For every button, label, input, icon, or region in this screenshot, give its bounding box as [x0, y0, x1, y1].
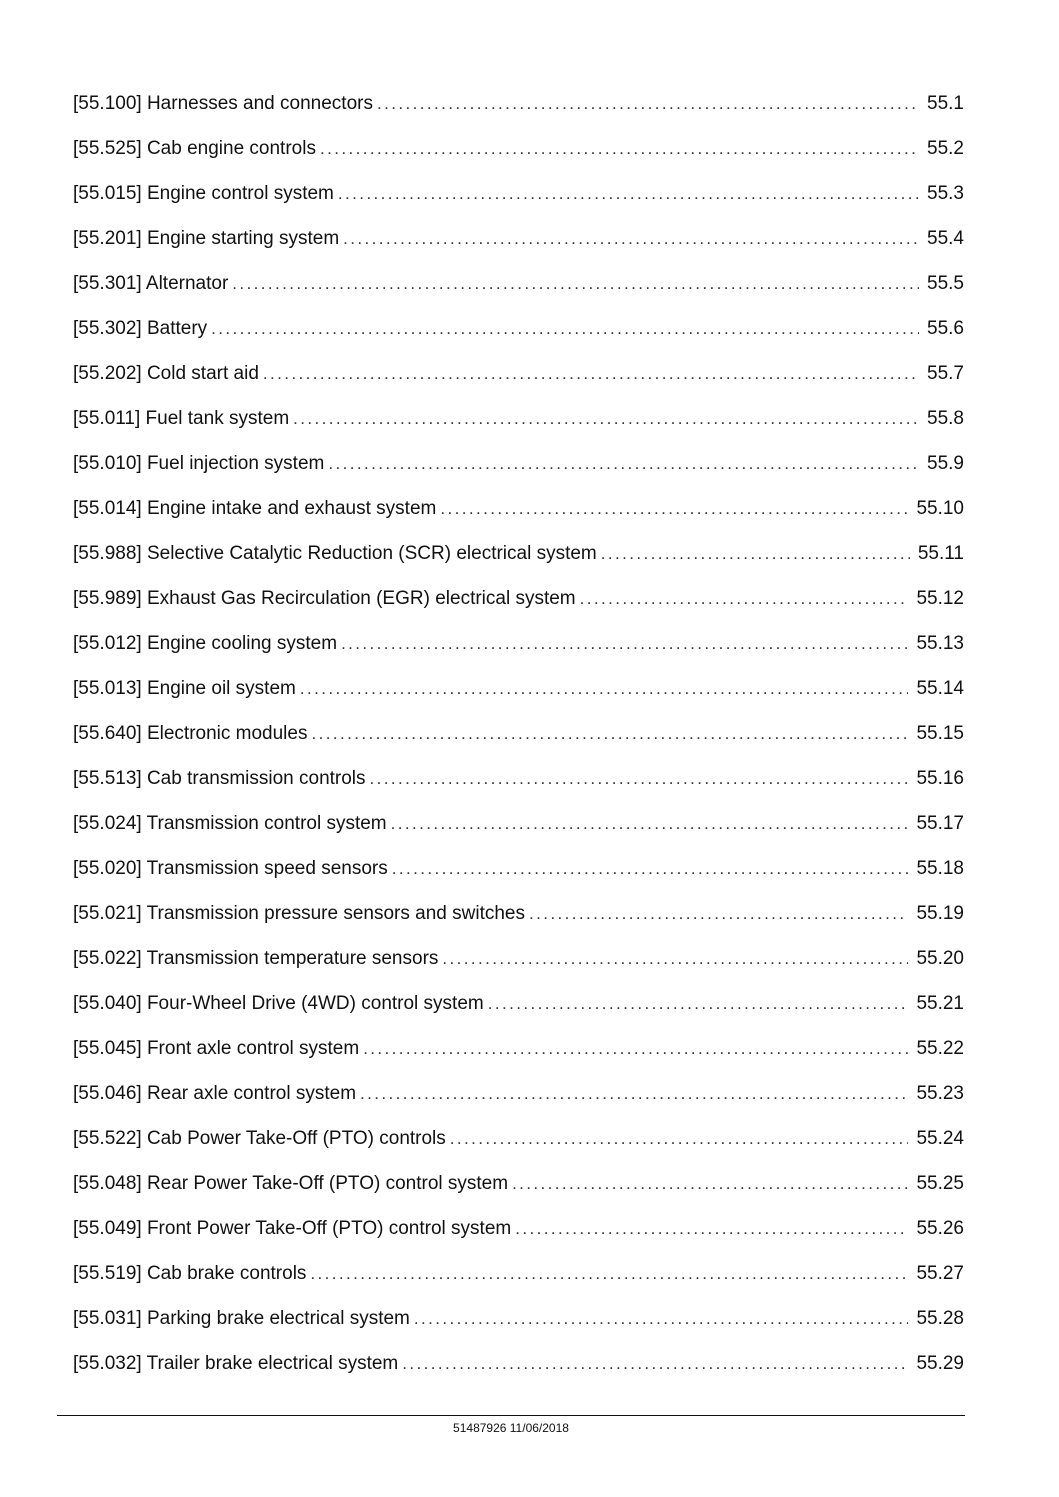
toc-dot-leader	[402, 1347, 908, 1381]
toc-entry[interactable]	[73, 672, 964, 717]
toc-entry-page-number: 55.6	[927, 318, 964, 339]
toc-entry-title: [55.040] Four-Wheel Drive (4WD) control system	[73, 993, 484, 1014]
toc-dot-leader	[392, 852, 909, 886]
toc-entry-page-number: 55.21	[916, 993, 964, 1014]
toc-entry-title: [55.989] Exhaust Gas Recirculation (EGR) electrical system	[73, 588, 576, 609]
toc-entry-page-number: 55.12	[916, 588, 964, 609]
toc-entry-title: [55.302] Battery	[73, 318, 208, 339]
toc-entry[interactable]	[73, 267, 964, 312]
toc-entry[interactable]	[73, 1122, 964, 1167]
toc-entry-title: [55.513] Cab transmission controls	[73, 768, 366, 789]
toc-entry[interactable]	[73, 987, 964, 1032]
toc-entry-page-number: 55.8	[927, 408, 964, 429]
toc-entry-page-number: 55.22	[916, 1038, 964, 1059]
toc-entry-page-number: 55.10	[916, 498, 964, 519]
toc-entry-title: [55.032] Trailer brake electrical system	[73, 1353, 399, 1374]
toc-entry-title: [55.519] Cab brake controls	[73, 1263, 307, 1284]
toc-dot-leader	[360, 1077, 908, 1111]
toc-entry-title: [55.048] Rear Power Take-Off (PTO) control system	[73, 1173, 509, 1194]
toc-entry-page-number: 55.5	[927, 273, 964, 294]
toc-entry-page-number: 55.18	[916, 858, 964, 879]
toc-entry-title: [55.012] Engine cooling system	[73, 633, 338, 654]
toc-dot-leader	[377, 87, 919, 121]
toc-entry-title: [55.045] Front axle control system	[73, 1038, 360, 1059]
footer-document-reference: 51487926 11/06/2018	[453, 1421, 569, 1435]
toc-entry[interactable]	[73, 1167, 964, 1212]
toc-entry-title: [55.014] Engine intake and exhaust system	[73, 498, 437, 519]
toc-entry-title: [55.301] Alternator	[73, 273, 229, 294]
footer-divider	[57, 1415, 965, 1416]
toc-dot-leader	[440, 492, 908, 526]
toc-dot-leader	[232, 267, 919, 301]
toc-entry[interactable]	[73, 942, 964, 987]
toc-entry[interactable]	[73, 582, 964, 627]
toc-dot-leader	[343, 222, 919, 256]
toc-entry[interactable]	[73, 132, 964, 177]
toc-entry-page-number: 55.17	[916, 813, 964, 834]
toc-entry-title: [55.988] Selective Catalytic Reduction (SCR) electrical system	[73, 543, 597, 564]
toc-dot-leader	[391, 807, 909, 841]
toc-entry[interactable]	[73, 1212, 964, 1257]
toc-entry[interactable]	[73, 897, 964, 942]
toc-entry[interactable]	[73, 87, 964, 132]
toc-entry-page-number: 55.3	[927, 183, 964, 204]
toc-dot-leader	[450, 1122, 909, 1156]
toc-dot-leader	[328, 447, 919, 481]
toc-entry-page-number: 55.25	[916, 1173, 964, 1194]
toc-dot-leader	[488, 987, 909, 1021]
toc-entry-page-number: 55.20	[916, 948, 964, 969]
toc-entry-title: [55.046] Rear axle control system	[73, 1083, 357, 1104]
toc-dot-leader	[370, 762, 909, 796]
toc-entry[interactable]	[73, 717, 964, 762]
toc-entry-title: [55.013] Engine oil system	[73, 678, 296, 699]
toc-entry-title: [55.201] Engine starting system	[73, 228, 340, 249]
toc-entry-title: [55.640] Electronic modules	[73, 723, 308, 744]
toc-dot-leader	[341, 627, 908, 661]
toc-entry[interactable]	[73, 402, 964, 447]
toc-dot-leader	[512, 1167, 908, 1201]
toc-entry-page-number: 55.24	[916, 1128, 964, 1149]
toc-dot-leader	[529, 897, 908, 931]
toc-dot-leader	[300, 672, 909, 706]
toc-entry-page-number: 55.23	[916, 1083, 964, 1104]
toc-entry[interactable]	[73, 807, 964, 852]
toc-entry-title: [55.202] Cold start aid	[73, 363, 259, 384]
toc-entry[interactable]	[73, 492, 964, 537]
toc-entry[interactable]	[73, 177, 964, 222]
toc-dot-leader	[263, 357, 919, 391]
toc-entry-title: [55.031] Parking brake electrical system	[73, 1308, 410, 1329]
toc-entry-page-number: 55.15	[916, 723, 964, 744]
toc-entry-page-number: 55.16	[916, 768, 964, 789]
toc-dot-leader	[414, 1302, 909, 1336]
toc-entry-title: [55.010] Fuel injection system	[73, 453, 325, 474]
toc-entry[interactable]	[73, 627, 964, 672]
toc-entry[interactable]	[73, 1032, 964, 1077]
toc-entry-page-number: 55.11	[917, 543, 964, 564]
toc-dot-leader	[601, 537, 910, 571]
toc-dot-leader	[442, 942, 908, 976]
toc-entry-page-number: 55.27	[916, 1263, 964, 1284]
toc-entry[interactable]	[73, 1257, 964, 1302]
toc-entry[interactable]	[73, 357, 964, 402]
table-of-contents	[73, 87, 964, 1392]
toc-entry[interactable]	[73, 1302, 964, 1347]
toc-entry[interactable]	[73, 537, 964, 582]
toc-entry-page-number: 55.1	[927, 93, 964, 114]
toc-dot-leader	[293, 402, 919, 436]
toc-entry-page-number: 55.29	[916, 1353, 964, 1374]
toc-entry-page-number: 55.28	[916, 1308, 964, 1329]
toc-dot-leader	[363, 1032, 908, 1066]
toc-entry-title: [55.525] Cab engine controls	[73, 138, 316, 159]
toc-dot-leader	[338, 177, 919, 211]
toc-entry[interactable]	[73, 852, 964, 897]
toc-dot-leader	[320, 132, 919, 166]
toc-entry-title: [55.021] Transmission pressure sensors and switches	[73, 903, 525, 924]
toc-entry[interactable]	[73, 447, 964, 492]
toc-entry-page-number: 55.19	[916, 903, 964, 924]
toc-entry-title: [55.022] Transmission temperature sensors	[73, 948, 439, 969]
toc-dot-leader	[515, 1212, 908, 1246]
toc-entry[interactable]	[73, 1347, 964, 1392]
toc-entry-page-number: 55.26	[916, 1218, 964, 1239]
toc-entry-title: [55.015] Engine control system	[73, 183, 334, 204]
toc-entry-title: [55.024] Transmission control system	[73, 813, 387, 834]
toc-entry[interactable]	[73, 222, 964, 267]
toc-entry[interactable]	[73, 1077, 964, 1122]
toc-entry-title: [55.020] Transmission speed sensors	[73, 858, 388, 879]
toc-entry-title: [55.100] Harnesses and connectors	[73, 93, 373, 114]
toc-entry-page-number: 55.13	[916, 633, 964, 654]
toc-entry-page-number: 55.4	[927, 228, 964, 249]
toc-entry-page-number: 55.7	[927, 363, 964, 384]
toc-entry-title: [55.522] Cab Power Take-Off (PTO) controls	[73, 1128, 446, 1149]
toc-dot-leader	[310, 1257, 908, 1291]
toc-entry[interactable]	[73, 312, 964, 357]
toc-entry[interactable]	[73, 762, 964, 807]
toc-dot-leader	[311, 717, 908, 751]
toc-entry-page-number: 55.14	[916, 678, 964, 699]
toc-dot-leader	[211, 312, 919, 346]
toc-entry-title: [55.011] Fuel tank system	[73, 408, 290, 429]
toc-entry-page-number: 55.2	[927, 138, 964, 159]
toc-dot-leader	[580, 582, 909, 616]
toc-entry-title: [55.049] Front Power Take-Off (PTO) control system	[73, 1218, 512, 1239]
toc-entry-page-number: 55.9	[927, 453, 964, 474]
